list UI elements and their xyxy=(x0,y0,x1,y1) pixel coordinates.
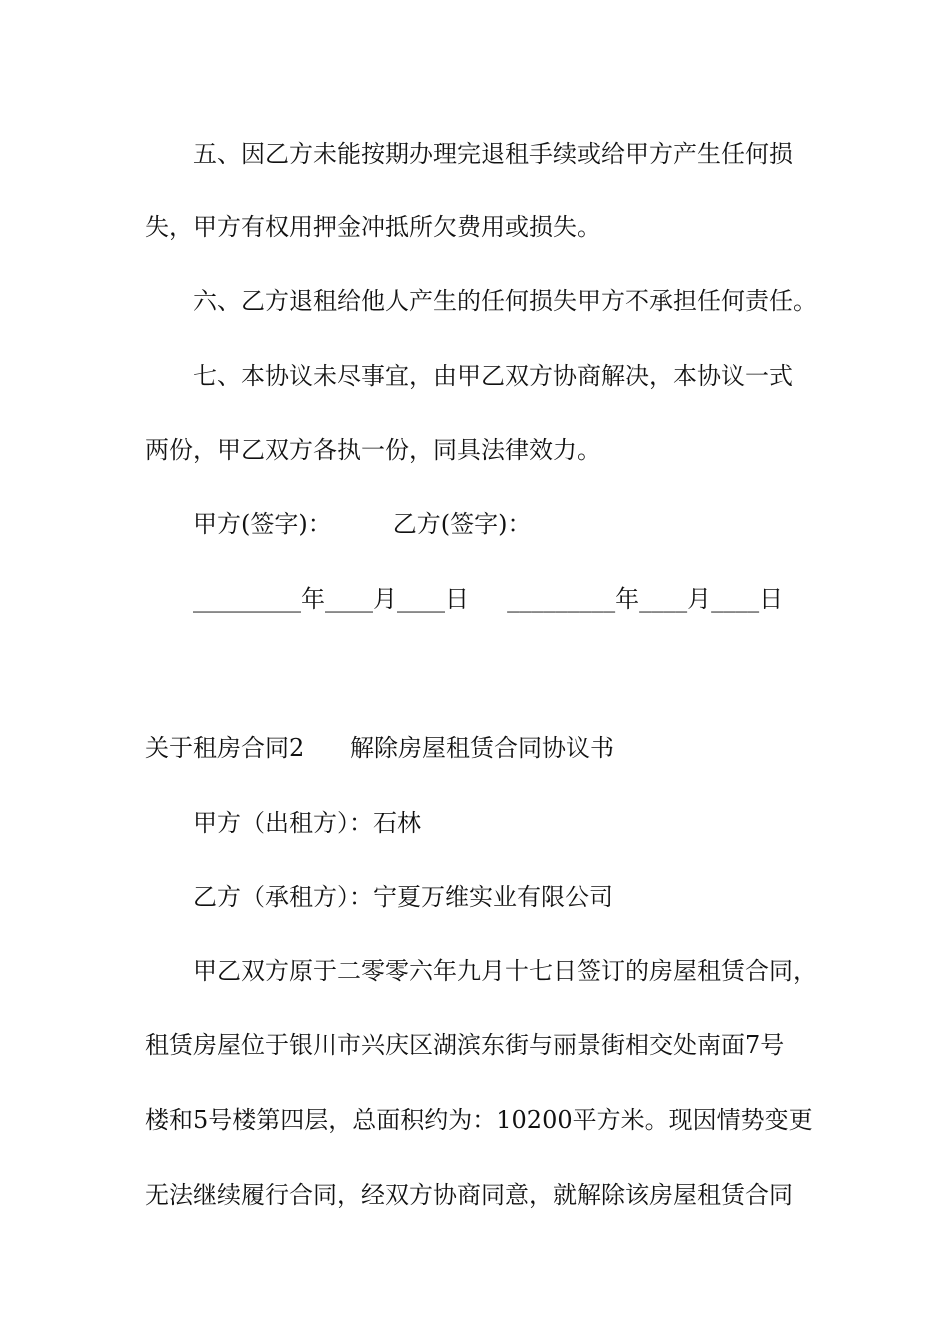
body-line-4: 无法继续履行合同，经双方协商同意，就解除该房屋租赁合同 xyxy=(145,1181,793,1209)
clause-5-line-2: 失，甲方有权用押金冲抵所欠费用或损失。 xyxy=(145,213,601,241)
body-line-3: 楼和5号楼第四层，总面积约为：10200平方米。现因情势变更 xyxy=(145,1106,813,1134)
date-line: _________年____月____日 _________年____月____日 xyxy=(193,585,784,613)
body-line-1: 甲乙双方原于二零零六年九月十七日签订的房屋租赁合同， xyxy=(193,957,817,985)
body-line-2: 租赁房屋位于银川市兴庆区湖滨东街与丽景街相交处南面7号 xyxy=(145,1031,785,1059)
clause-5-line-1: 五、因乙方未能按期办理完退租手续或给甲方产生任何损 xyxy=(193,140,793,168)
clause-6: 六、乙方退租给他人产生的任何损失甲方不承担任何责任。 xyxy=(193,287,817,315)
clause-7-line-1: 七、本协议未尽事宜，由甲乙双方协商解决，本协议一式 xyxy=(193,362,793,390)
section-2-heading: 关于租房合同2 解除房屋租赁合同协议书 xyxy=(145,734,615,762)
party-b-line: 乙方（承租方）：宁夏万维实业有限公司 xyxy=(193,883,613,911)
party-a-line: 甲方（出租方）：石林 xyxy=(193,809,421,837)
clause-7-line-2: 两份，甲乙双方各执一份，同具法律效力。 xyxy=(145,436,601,464)
signature-line: 甲方(签字)： 乙方(签字)： xyxy=(193,510,532,538)
